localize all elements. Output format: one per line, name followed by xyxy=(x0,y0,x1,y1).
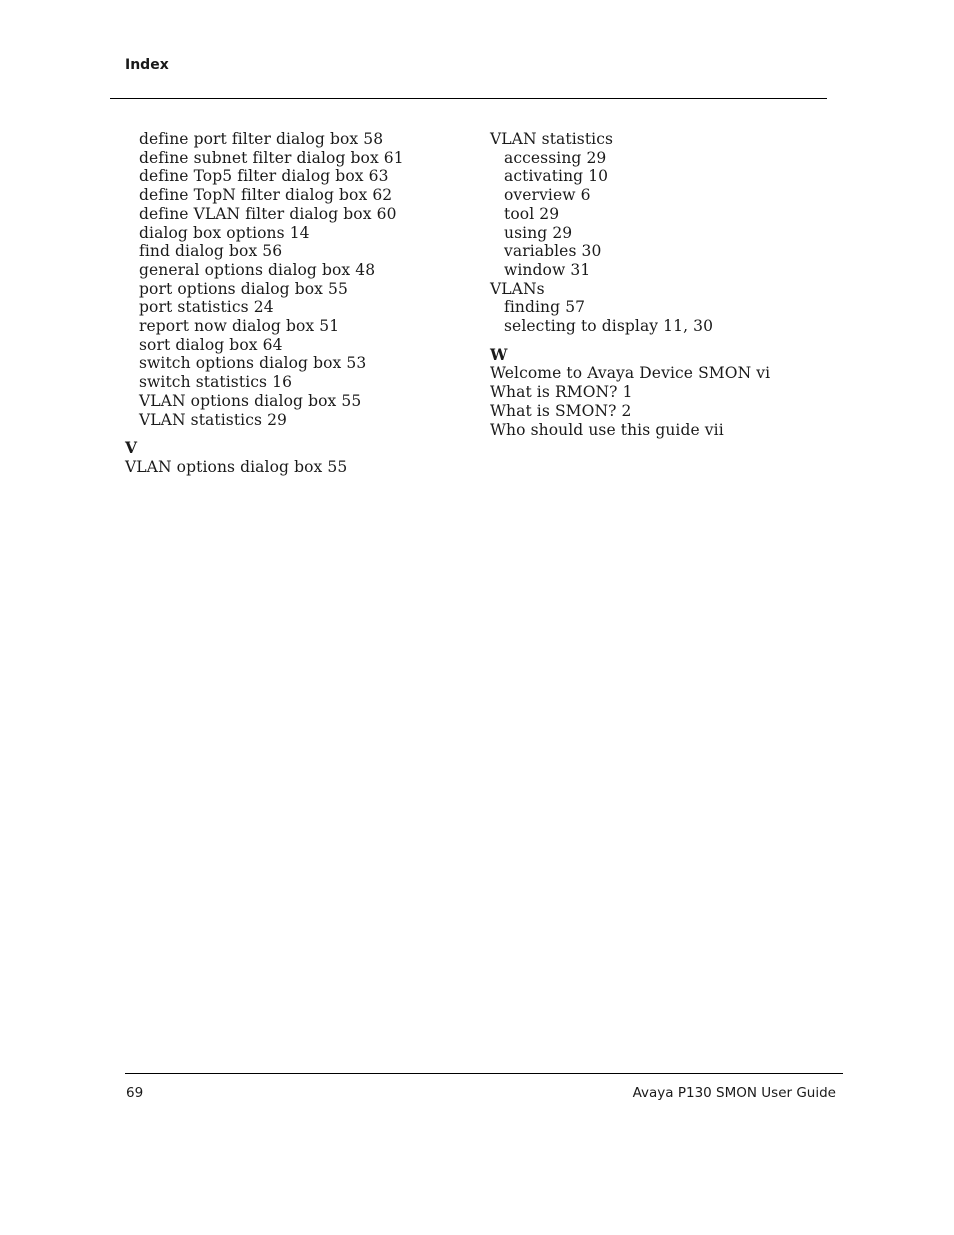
footer-divider xyxy=(125,1073,843,1074)
index-sub-entry: port options dialog box 55 xyxy=(139,279,348,298)
index-entry: Who should use this guide vii xyxy=(490,420,724,439)
guide-title: Avaya P130 SMON User Guide xyxy=(632,1085,836,1101)
index-sub-entry: window 31 xyxy=(504,260,591,279)
index-sub-entry: define TopN filter dialog box 62 xyxy=(139,186,393,205)
index-sub-entry: selecting to display 11, 30 xyxy=(504,317,714,336)
index-sub-entry: define Top5 filter dialog box 63 xyxy=(139,167,389,186)
index-entry: VLAN options dialog box 55 xyxy=(125,457,348,476)
index-sub-entry: VLAN options dialog box 55 xyxy=(139,391,362,410)
index-sub-entry: find dialog box 56 xyxy=(139,242,283,261)
index-sub-entry: tool 29 xyxy=(504,204,560,223)
header-divider xyxy=(110,98,827,99)
index-sub-entry: overview 6 xyxy=(504,186,591,205)
index-sub-entry: general options dialog box 48 xyxy=(139,260,376,279)
index-left-column xyxy=(125,130,465,477)
index-entry-vlans: VLANs xyxy=(490,279,545,298)
index-sub-entry: variables 30 xyxy=(504,242,602,261)
index-entry-vlan-statistics: VLAN statistics xyxy=(490,130,614,148)
index-sub-entry: switch statistics 16 xyxy=(139,373,293,392)
index-entry: Welcome to Avaya Device SMON vi xyxy=(490,364,771,383)
page-number: 69 xyxy=(126,1085,144,1101)
index-sub-entry: activating 10 xyxy=(504,167,609,186)
index-sub-entry: switch options dialog box 53 xyxy=(139,354,367,373)
header-title: Index xyxy=(125,57,169,73)
index-sub-entry: accessing 29 xyxy=(504,148,607,167)
index-sub-entry: sort dialog box 64 xyxy=(139,335,283,354)
index-sub-entry: dialog box options 14 xyxy=(139,223,310,242)
index-sub-entry: VLAN statistics 29 xyxy=(139,410,288,429)
index-section-letter-v: V xyxy=(125,438,138,458)
index-sub-entry: finding 57 xyxy=(504,298,586,317)
index-sub-entry: port statistics 24 xyxy=(139,298,274,317)
index-sub-entry: define subnet filter dialog box 61 xyxy=(139,148,404,167)
index-sub-entry: define VLAN filter dialog box 60 xyxy=(139,204,397,223)
index-sub-entry: define port filter dialog box 58 xyxy=(139,130,384,148)
index-entry: What is RMON? 1 xyxy=(490,383,633,402)
index-right-column xyxy=(490,130,830,439)
index-section-letter-w: W xyxy=(490,344,508,364)
index-sub-entry: report now dialog box 51 xyxy=(139,317,340,336)
index-entry: What is SMON? 2 xyxy=(490,401,632,420)
index-sub-entry: using 29 xyxy=(504,223,573,242)
